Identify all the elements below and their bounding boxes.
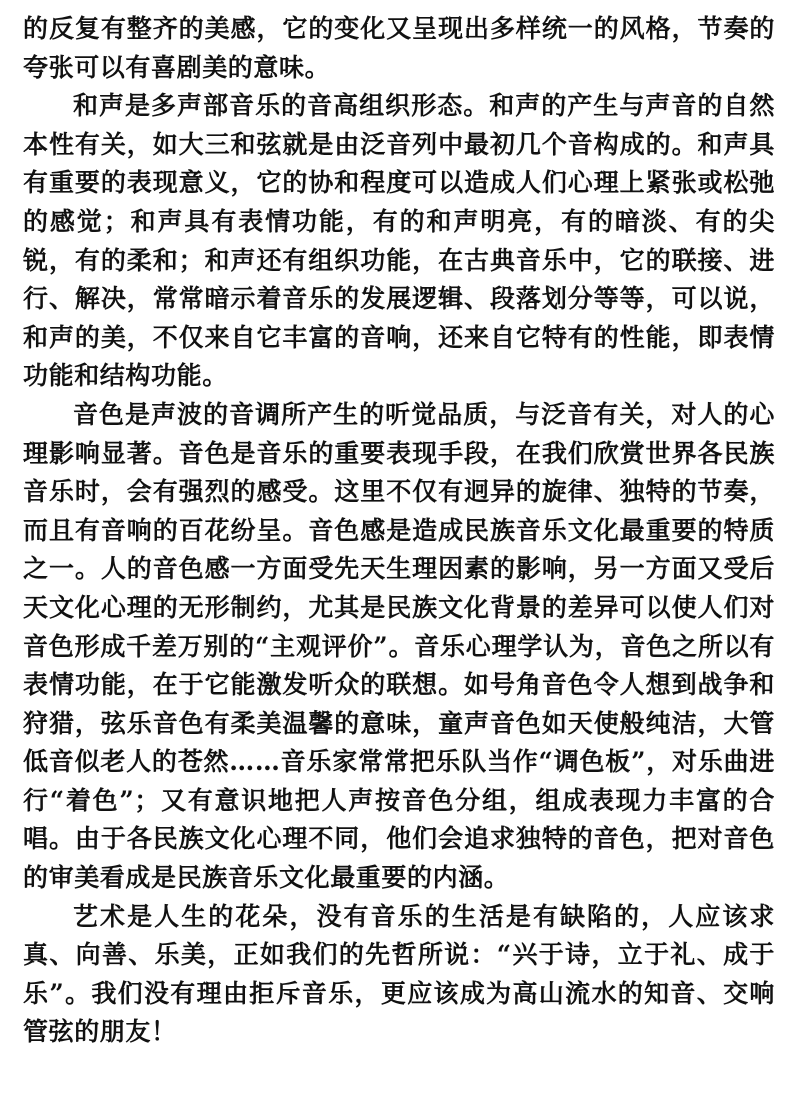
paragraph-harmony: 和声是多声部音乐的音高组织形态。和声的产生与声音的自然本性有关，如大三和弦就是由泛音列中最初几个音构成的。和声具有重要的表现意义，它的协和程度可以造成人们心理上紧张或松弛的感觉；和声具有表情功能，有的和声明亮，有的暗淡、有的尖锐，有的柔和；和声还有组织功能，在古典音乐中，它的联接、进行、解决，常常暗示着音乐的发展逻辑、段落划分等等，可以说，和声的美，不仅来自它丰富的音响，还来自它特有的性能，即表情功能和结构功能。 bbox=[23, 91, 775, 391]
paragraph-rhythm-continuation: 的反复有整齐的美感，它的变化又呈现出多样统一的风格，节奏的夸张可以有喜剧美的意味。 bbox=[23, 14, 775, 82]
document-page bbox=[23, 10, 775, 1052]
paragraph-art-and-life: 艺术是人生的花朵，没有音乐的生活是有缺陷的，人应该求真、向善、乐美，正如我们的先哲所说：“兴于诗，立于礼、成于乐”。我们没有理由拒斥音乐，更应该成为高山流水的知音、交响管弦的朋友！ bbox=[23, 901, 775, 1047]
paragraph-timbre: 音色是声波的音调所产生的听觉品质，与泛音有关，对人的心理影响显著。音色是音乐的重要表现手段，在我们欣赏世界各民族音乐时，会有强烈的感受。这里不仅有迥异的旋律、独特的节奏，而且有音响的百花纷呈。音色感是造成民族音乐文化最重要的特质之一。人的音色感一方面受先天生理因素的影响，另一方面又受后天文化心理的无形制约，尤其是民族文化背景的差异可以使人们对音色形成千差万别的“主观评价”。音乐心理学认为，音色之所以有表情功能，在于它能激发听众的联想。如号角音色令人想到战争和狩猎，弦乐音色有柔美温馨的意味，童声音色如天使般纯洁，大管低音似老人的苍然……音乐家常常把乐队当作“调色板”，对乐曲进行“着色”；又有意识地把人声按音色分组，组成表现力丰富的合唱。由于各民族文化心理不同，他们会追求独特的音色，把对音色的审美看成是民族音乐文化最重要的内涵。 bbox=[23, 399, 775, 893]
